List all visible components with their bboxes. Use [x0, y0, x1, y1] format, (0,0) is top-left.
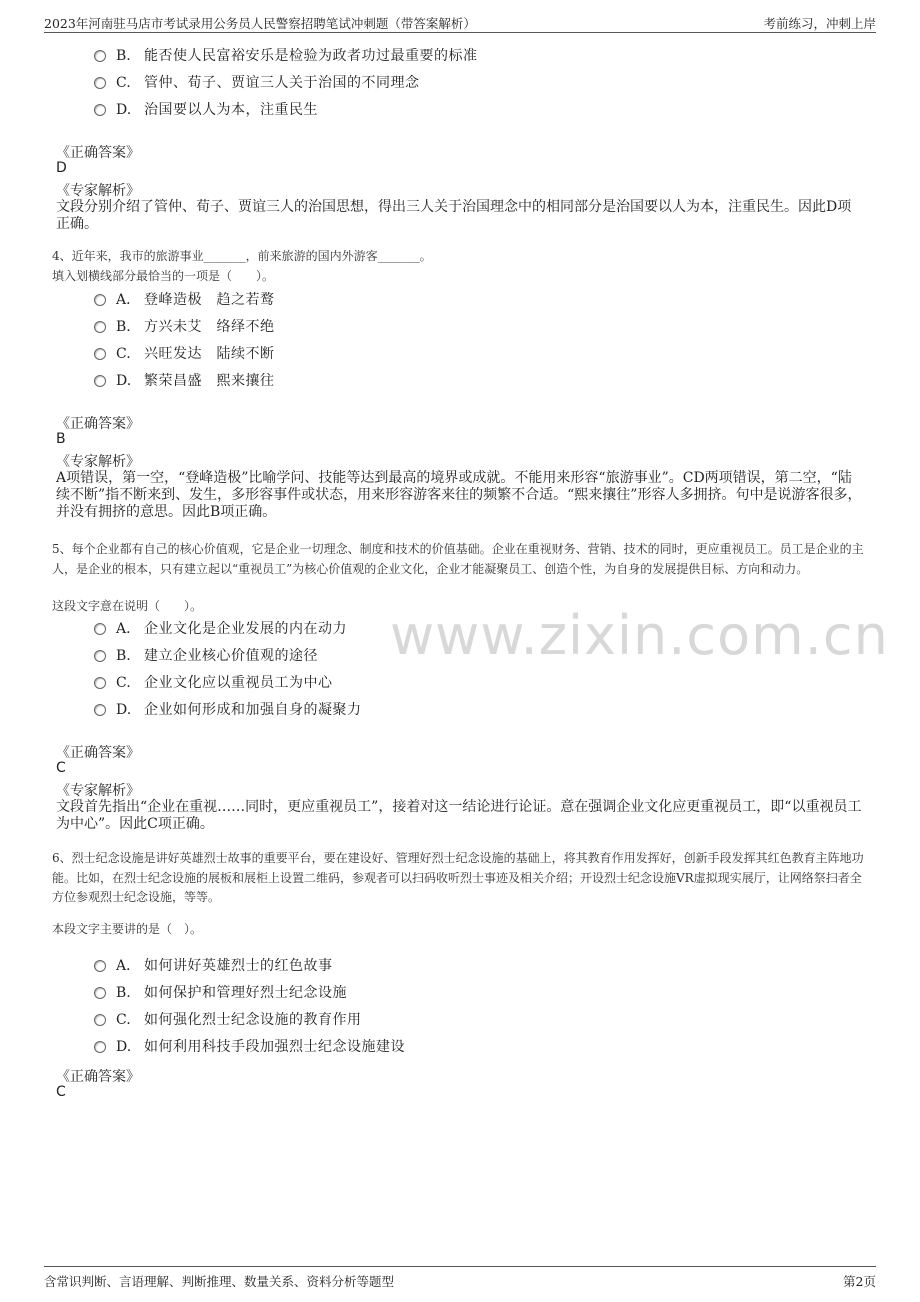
- q4-answer: B: [56, 431, 66, 447]
- radio-icon[interactable]: [94, 77, 106, 89]
- radio-icon[interactable]: [94, 1041, 106, 1053]
- q6-answer: C: [56, 1084, 66, 1100]
- q3-answer-label: 《正确答案》: [56, 145, 140, 161]
- q5-answer: C: [56, 760, 66, 776]
- q6-option-a[interactable]: A． 如何讲好英雄烈士的红色故事: [94, 956, 333, 976]
- radio-icon[interactable]: [94, 294, 106, 306]
- radio-icon[interactable]: [94, 650, 106, 662]
- radio-icon[interactable]: [94, 104, 106, 116]
- q6-prompt: 本段文字主要讲的是（ ）。: [52, 922, 203, 936]
- q4-option-b[interactable]: B. 方兴未艾 络绎不绝: [94, 317, 275, 337]
- q6-answer-label: 《正确答案》: [56, 1069, 140, 1085]
- q5-prompt: 这段文字意在说明（ ）。: [52, 599, 203, 613]
- watermark: www.zixin.com.cn: [390, 604, 889, 667]
- q4-option-c[interactable]: C. 兴旺发达 陆续不断: [94, 344, 275, 364]
- q5-stem: 5、每个企业都有自己的核心价值观，它是企业一切理念、制度和技术的价值基础。企业在重视财务、营销、技术的同时，更应重视员工。员工是企业的主人，是企业的根本，只有建立起以“重视员工”为核心价值观的企业文化，企业才能凝聚员工、创造个性，为自身的发展提供目标、方向和动力。: [52, 542, 864, 576]
- radio-icon[interactable]: [94, 348, 106, 360]
- q3-answer: D: [56, 160, 67, 176]
- q6-stem: 6、烈士纪念设施是讲好英雄烈士故事的重要平台，要在建设好、管理好烈士纪念设施的基础上，将其教育作用发挥好，创新手段发挥其红色教育主阵地功能。比如，在烈士纪念设施的展板和展柜上设置二维码，参观者可以扫码收听烈士事迹及相关介绍；开设烈士纪念设施VR虚拟现实展厅，让网络祭扫者全方位参观烈士纪念设施，等等。: [52, 851, 864, 904]
- q5-answer-label: 《正确答案》: [56, 745, 140, 761]
- radio-icon[interactable]: [94, 623, 106, 635]
- q5-analysis-label: 《专家解析》: [56, 783, 140, 799]
- q4-stem: 4、近年来，我市的旅游事业_______，前来旅游的国内外游客_______。: [52, 249, 432, 263]
- q4-analysis-label: 《专家解析》: [56, 454, 140, 470]
- radio-icon[interactable]: [94, 50, 106, 62]
- q3-analysis-label: 《专家解析》: [56, 183, 140, 199]
- q6-option-c[interactable]: C. 如何强化烈士纪念设施的教育作用: [94, 1010, 362, 1030]
- q5-option-b[interactable]: B. 建立企业核心价值观的途径: [94, 646, 318, 666]
- document-title: 2023年河南驻马店市考试录用公务员人民警察招聘笔试冲刺题（带答案解析）: [44, 16, 476, 31]
- radio-icon[interactable]: [94, 704, 106, 716]
- q4-analysis: A项错误，第一空，“登峰造极”比喻学问、技能等达到最高的境界或成就。不能用来形容“旅游事业”。CD两项错误，第二空，“陆续不断”指不断来到、发生，多形容事件或状态，用来形容游客来往的频繁不合适。“熙来攘往”形容人多拥挤。句中是说游客很多，并没有拥挤的意思。因此B项正确。: [56, 470, 862, 520]
- q6-option-d[interactable]: D. 如何利用科技手段加强烈士纪念设施建设: [94, 1037, 405, 1057]
- radio-icon[interactable]: [94, 960, 106, 972]
- footer-description: 含常识判断、言语理解、判断推理、数量关系、资料分析等题型: [44, 1274, 395, 1289]
- q5-option-c[interactable]: C. 企业文化应以重视员工为中心: [94, 673, 333, 693]
- q3-analysis: 文段分别介绍了管仲、荀子、贾谊三人的治国思想，得出三人关于治国理念中的相同部分是治国要以人为本，注重民生。因此D项正确。: [56, 199, 852, 232]
- q4-prompt: 填入划横线部分最恰当的一项是（ ）。: [52, 269, 275, 283]
- radio-icon[interactable]: [94, 987, 106, 999]
- q3-option-b[interactable]: B. 能否使人民富裕安乐是检验为政者功过最重要的标准: [94, 46, 478, 66]
- page-number: 第2页: [843, 1274, 876, 1289]
- page-footer: [44, 1266, 876, 1291]
- radio-icon[interactable]: [94, 677, 106, 689]
- q5-option-d[interactable]: D. 企业如何形成和加强自身的凝聚力: [94, 700, 362, 720]
- radio-icon[interactable]: [94, 1014, 106, 1026]
- q6-option-b[interactable]: B. 如何保护和管理好烈士纪念设施: [94, 983, 347, 1003]
- q5-analysis: 文段首先指出“企业在重视……同时，更应重视员工”，接着对这一结论进行论证。意在强调企业文化应更重视员工，即“以重视员工为中心”。因此C项正确。: [56, 799, 862, 832]
- q3-option-d[interactable]: D. 治国要以人为本，注重民生: [94, 100, 318, 120]
- radio-icon[interactable]: [94, 321, 106, 333]
- header-slogan: 考前练习，冲刺上岸: [763, 16, 876, 31]
- q4-option-d[interactable]: D. 繁荣昌盛 熙来攘往: [94, 371, 275, 391]
- q4-option-a[interactable]: A． 登峰造极 趋之若鹜: [94, 290, 275, 310]
- page-header: [44, 12, 876, 33]
- radio-icon[interactable]: [94, 375, 106, 387]
- q5-option-a[interactable]: A． 企业文化是企业发展的内在动力: [94, 619, 347, 639]
- q3-option-c[interactable]: C. 管仲、荀子、贾谊三人关于治国的不同理念: [94, 73, 420, 93]
- q4-answer-label: 《正确答案》: [56, 416, 140, 432]
